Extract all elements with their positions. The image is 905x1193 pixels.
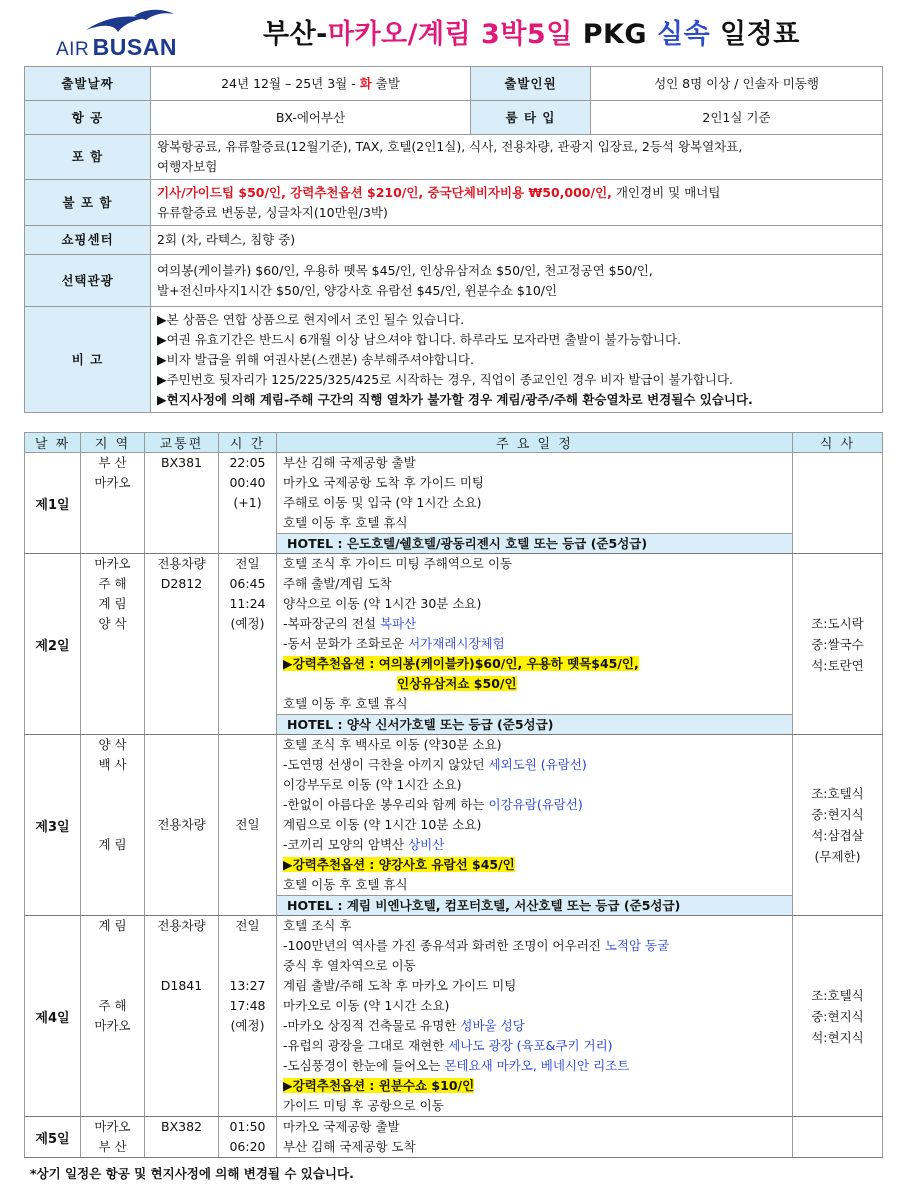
- day-plan: [277, 554, 793, 735]
- place-name: 복파산: [379, 616, 417, 631]
- place-name: 세나도 광장 (육포&쿠키 거리): [448, 1038, 613, 1053]
- include-value: [151, 135, 883, 180]
- meal-item: 중:현지식: [811, 807, 864, 822]
- place-name: 세외도원 (유람선): [488, 757, 587, 772]
- meal-item: 중:쌀국수: [811, 636, 864, 652]
- footnote: *상기 일정은 항공 및 현지사정에 의해 변경될 수 있습니다.: [30, 1166, 354, 1181]
- plan-line: 주해 출발/계림 도착: [283, 576, 392, 591]
- exclude-text: 개인경비 및 매너팁: [611, 184, 721, 200]
- time-item: 11:24: [229, 596, 266, 611]
- time-item: 01:50: [229, 1119, 266, 1134]
- room-label: 룸 타 입: [471, 101, 591, 135]
- day-row-2: [25, 554, 883, 735]
- title-part: PKG: [582, 19, 657, 50]
- option-line: 여의봉(케이블카) $60/인, 우용하 뗏목 $45/인, 인상유삼저쇼 $50/인, 천고정공연 $50/인,: [157, 262, 653, 278]
- info-row: [25, 226, 883, 255]
- logo-air-text: AIR: [56, 39, 90, 60]
- plan-line: 호텔 이동 후 호텔 휴식: [283, 877, 408, 892]
- day-row-1: [25, 453, 883, 554]
- transport-item: 전용차량: [157, 817, 206, 832]
- region-item: 양 삭: [98, 616, 127, 631]
- option-label: 선택관광: [25, 255, 151, 307]
- option-line: [277, 674, 792, 694]
- recommended-option: ▶강력추천옵션 : 여의봉(케이블카)$60/인, 우용하 뗏목$45/인,: [283, 656, 639, 671]
- plan-line: 계림으로 이동 (약 1시간 10분 소요): [283, 817, 482, 832]
- page-title: [263, 12, 800, 51]
- package-info-table: [24, 66, 883, 413]
- plan-line: 호텔 조식 후: [283, 918, 352, 933]
- time-item: 13:27: [229, 978, 266, 993]
- option-line: [277, 654, 792, 674]
- day-label: 제3일: [25, 735, 81, 916]
- col-header-date: 날 짜: [25, 433, 81, 453]
- day-regions: [81, 554, 145, 735]
- day-meals: [793, 916, 883, 1117]
- shop-label: 쇼핑센터: [25, 226, 151, 255]
- plan-line: 호텔 이동 후 호텔 휴식: [283, 515, 408, 530]
- plan-line: -한없이 아름다운 봉우리와 함께 하는 이강유람(유람선): [283, 797, 583, 812]
- day-row-4: [25, 916, 883, 1117]
- time-item: (예정): [230, 1018, 265, 1033]
- region-item: 부 산: [98, 455, 127, 470]
- shop-value: 2회 (차, 라텍스, 침향 중): [151, 226, 883, 255]
- time-item: 17:48: [229, 998, 266, 1013]
- recommended-option: ▶강력추천옵션 : 윈분수쇼 $10/인: [283, 1078, 475, 1093]
- schedule-table: [24, 432, 883, 1158]
- transport-item: BX381: [161, 455, 202, 470]
- day-label: 제2일: [25, 554, 81, 735]
- transport-item: 전용차량: [157, 556, 206, 571]
- day-plan: [277, 735, 793, 916]
- pax-value: 성인 8명 이상 / 인솔자 미동행: [591, 67, 883, 101]
- day-times: [219, 735, 277, 916]
- info-row: [25, 307, 883, 413]
- option-value: [151, 255, 883, 307]
- day-regions: [81, 735, 145, 916]
- include-line: 여행자보험: [157, 159, 218, 174]
- day-transport: [145, 1117, 219, 1158]
- place-name: 서가재래시장체험: [408, 636, 505, 651]
- day-times: [219, 554, 277, 735]
- region-item: 백 사: [98, 757, 127, 772]
- title-part: 3박5일: [471, 19, 583, 50]
- region-item: 부 산: [98, 1139, 127, 1154]
- air-busan-logo: [56, 8, 186, 62]
- plan-line: 호텔 조식 후 백사로 이동 (약30분 소요): [283, 737, 502, 752]
- option-line: [277, 1076, 792, 1096]
- place-name: 상비산: [408, 837, 445, 852]
- region-item: 마카오: [94, 475, 131, 490]
- plan-line: 계림 출발/주해 도착 후 마카오 가이드 미팅: [283, 978, 517, 993]
- day-row-3: [25, 735, 883, 916]
- day-row-5: [25, 1117, 883, 1158]
- schedule-header-row: [25, 433, 883, 453]
- time-item: 전일: [235, 556, 260, 571]
- time-item: (예정): [230, 616, 265, 631]
- col-header-time: 시 간: [219, 433, 277, 453]
- place-name: 이강유람(유람선): [488, 797, 583, 812]
- remark-value: [151, 307, 883, 413]
- plan-line: -유럽의 광장을 그대로 재현한 세나도 광장 (육포&쿠키 거리): [283, 1038, 613, 1053]
- title-part: 일정표: [710, 19, 800, 50]
- time-item: 전일: [235, 817, 260, 832]
- info-row: [25, 67, 883, 101]
- title-part: 마카오/계림: [327, 19, 472, 50]
- info-row: [25, 255, 883, 307]
- depart-weekday: 화: [359, 75, 372, 91]
- plan-line: -100만년의 역사를 가진 종유석과 화려한 조명이 어우러진 노적암 동굴: [283, 938, 670, 953]
- day-times: [219, 1117, 277, 1158]
- day-transport: [145, 916, 219, 1117]
- remark-label: 비 고: [25, 307, 151, 413]
- pax-label: 출발인원: [471, 67, 591, 101]
- meal-item: 석:삼겹살: [811, 828, 864, 843]
- plan-line: 주해로 이동 및 입국 (약 1시간 소요): [283, 495, 482, 510]
- plan-line: 호텔 이동 후 호텔 휴식: [283, 696, 408, 711]
- option-line: [277, 855, 792, 875]
- title-part: 부산-: [263, 19, 328, 50]
- place-name: 성바울 성당: [460, 1018, 525, 1033]
- plan-line: 마카오 국제공항 도착 후 가이드 미팅: [283, 475, 484, 490]
- day-label: 제4일: [25, 916, 81, 1117]
- day-label: 제1일: [25, 453, 81, 554]
- include-label: 포 함: [25, 135, 151, 180]
- exclude-value: [151, 180, 883, 226]
- logo-wordmark: [56, 34, 177, 61]
- region-item: 마카오: [94, 1018, 131, 1033]
- plan-line: -복파장군의 전설 복파산: [283, 616, 417, 631]
- day-transport: [145, 554, 219, 735]
- meal-item: 석:토란연: [811, 657, 864, 673]
- col-header-meal: 식 사: [793, 433, 883, 453]
- place-name: 노적암 동굴: [604, 938, 670, 953]
- remark-line: ▶현지사정에 의해 계림-주해 구간의 직행 열차가 불가할 경우 계림/광주/주해 환승열차로 변경될수 있습니다.: [157, 391, 753, 407]
- option-line: 발+전신마사지1시간 $50/인, 양강사호 유람선 $45/인, 윈분수쇼 $10/인: [157, 282, 558, 298]
- plan-line: -도연명 선생이 극찬을 아끼지 않았던 세외도원 (유람선): [283, 757, 587, 772]
- region-item: 주 해: [98, 998, 127, 1013]
- recommended-option: ▶강력추천옵션 : 양강사호 유람선 $45/인: [283, 857, 515, 872]
- day-transport: [145, 453, 219, 554]
- day-regions: [81, 453, 145, 554]
- transport-item: D2812: [160, 576, 203, 591]
- region-item: 주 해: [98, 576, 127, 591]
- room-value: 2인1실 기준: [591, 101, 883, 135]
- day-times: [219, 453, 277, 554]
- meal-item: 석:현지식: [811, 1029, 864, 1045]
- exclude-label: 불 포 함: [25, 180, 151, 226]
- region-item: 계 림: [98, 596, 127, 611]
- plan-line: 마카오로 이동 (약 1시간 소요): [283, 998, 450, 1013]
- meal-item: 중:현지식: [811, 1008, 864, 1024]
- day-regions: [81, 916, 145, 1117]
- plan-line: 부산 김해 국제공항 출발: [283, 455, 416, 470]
- meal-item: 조:호텔식: [811, 786, 864, 801]
- plan-line: -코끼리 모양의 암벽산 상비산: [283, 837, 445, 852]
- region-item: 마카오: [94, 1119, 131, 1134]
- info-row: [25, 180, 883, 226]
- time-item: 06:45: [229, 576, 266, 591]
- hotel-info: HOTEL : 양삭 신서가호텔 또는 등급 (준5성급): [277, 714, 792, 734]
- time-item: (+1): [233, 495, 262, 510]
- info-row: [25, 101, 883, 135]
- day-meals: [793, 1117, 883, 1158]
- transport-item: BX382: [161, 1119, 202, 1134]
- day-times: [219, 916, 277, 1117]
- day-meals: [793, 453, 883, 554]
- hotel-info: HOTEL : 은도호텔/쉘호텔/광동리젠시 호텔 또는 등급 (준5성급): [277, 533, 792, 553]
- logo-busan-text: BUSAN: [92, 34, 177, 60]
- meal-item: (무제한): [814, 849, 861, 864]
- region-item: 계 림: [98, 837, 127, 852]
- plan-line: -동서 문화가 조화로운 서가재래시장체험: [283, 636, 505, 651]
- day-transport: [145, 735, 219, 916]
- region-item: 마카오: [94, 556, 131, 571]
- plan-line: 가이드 미팅 후 공항으로 이동: [283, 1098, 444, 1113]
- page-header: [0, 0, 905, 64]
- plan-line: 중식 후 열차역으로 이동: [283, 958, 416, 973]
- day-plan: [277, 916, 793, 1117]
- transport-item: D1841: [160, 978, 203, 993]
- info-row: [25, 135, 883, 180]
- day-meals: [793, 554, 883, 735]
- plan-line: -도심풍경이 한눈에 들어오는 몬테요새 마카오, 베네시안 리조트: [283, 1058, 630, 1073]
- plan-line: 이강부두로 이동 (약 1시간 소요): [283, 777, 462, 792]
- plan-line: 부산 김해 국제공항 도착: [283, 1139, 416, 1154]
- col-header-region: 지 역: [81, 433, 145, 453]
- plan-line: 호텔 조식 후 가이드 미팅 주해역으로 이동: [283, 556, 513, 571]
- col-header-transport: 교통편: [145, 433, 219, 453]
- place-name: 몬테요새 마카오, 베네시안 리조트: [444, 1058, 630, 1073]
- remark-line: ▶비자 발급을 위해 여권사본(스캔본) 송부해주셔야합니다.: [157, 351, 474, 367]
- meal-item: 조:호텔식: [811, 987, 864, 1003]
- depart-date-label: 출발날짜: [25, 67, 151, 101]
- include-line: 왕복항공료, 유류할증료(12월기준), TAX, 호텔(2인1실), 식사, 전용차량, 관광지 입장료, 2등석 왕복열차표,: [157, 139, 743, 154]
- depart-date-value: 24년 12월 – 25년 3월 - 화 출발: [151, 67, 471, 101]
- meal-item: 조:도시락: [811, 615, 864, 631]
- exclude-line: 유류할증료 변동분, 싱글차지(10만원/3박): [157, 204, 388, 220]
- col-header-plan: 주 요 일 정: [277, 433, 793, 453]
- time-item: 06:20: [229, 1139, 266, 1154]
- region-item: 계 림: [98, 918, 127, 933]
- time-item: 00:40: [229, 475, 266, 490]
- plan-line: 양삭으로 이동 (약 1시간 30분 소요): [283, 596, 482, 611]
- remark-line: ▶주민번호 뒷자리가 125/225/325/425로 시작하는 경우, 직업이 종교인인 경우 비자 발급이 불가합니다.: [157, 371, 733, 387]
- exclude-highlight: 기사/가이드팁 $50/인, 강력추천옵션 $210/인, 중국단체비자비용 ₩50,000/인,: [157, 184, 612, 200]
- day-label: 제5일: [25, 1117, 81, 1158]
- title-part: 실속: [656, 19, 711, 50]
- time-item: 전일: [235, 918, 260, 933]
- plan-line: 마카오 국제공항 출발: [283, 1119, 400, 1134]
- remark-line: ▶본 상품은 연합 상품으로 현지에서 조인 될수 있습니다.: [157, 311, 465, 327]
- airline-label: 항 공: [25, 101, 151, 135]
- recommended-option: 인상유삼저쇼 $50/인: [397, 676, 517, 691]
- day-regions: [81, 1117, 145, 1158]
- time-item: 22:05: [229, 455, 266, 470]
- airline-value: BX-에어부산: [151, 101, 471, 135]
- day-plan: [277, 1117, 793, 1158]
- day-plan: [277, 453, 793, 554]
- plan-line: -마카오 상징적 건축물로 유명한 성바울 성당: [283, 1018, 525, 1033]
- hotel-info: HOTEL : 계림 비엔나호텔, 컴포터호텔, 서산호텔 또는 등급 (준5성급): [277, 895, 792, 915]
- remark-line: ▶여권 유효기간은 반드시 6개월 이상 남으셔야 합니다. 하루라도 모자라면 출발이 불가능합니다.: [157, 331, 682, 347]
- transport-item: 전용차량: [157, 918, 206, 933]
- day-meals: [793, 735, 883, 916]
- region-item: 양 삭: [98, 737, 127, 752]
